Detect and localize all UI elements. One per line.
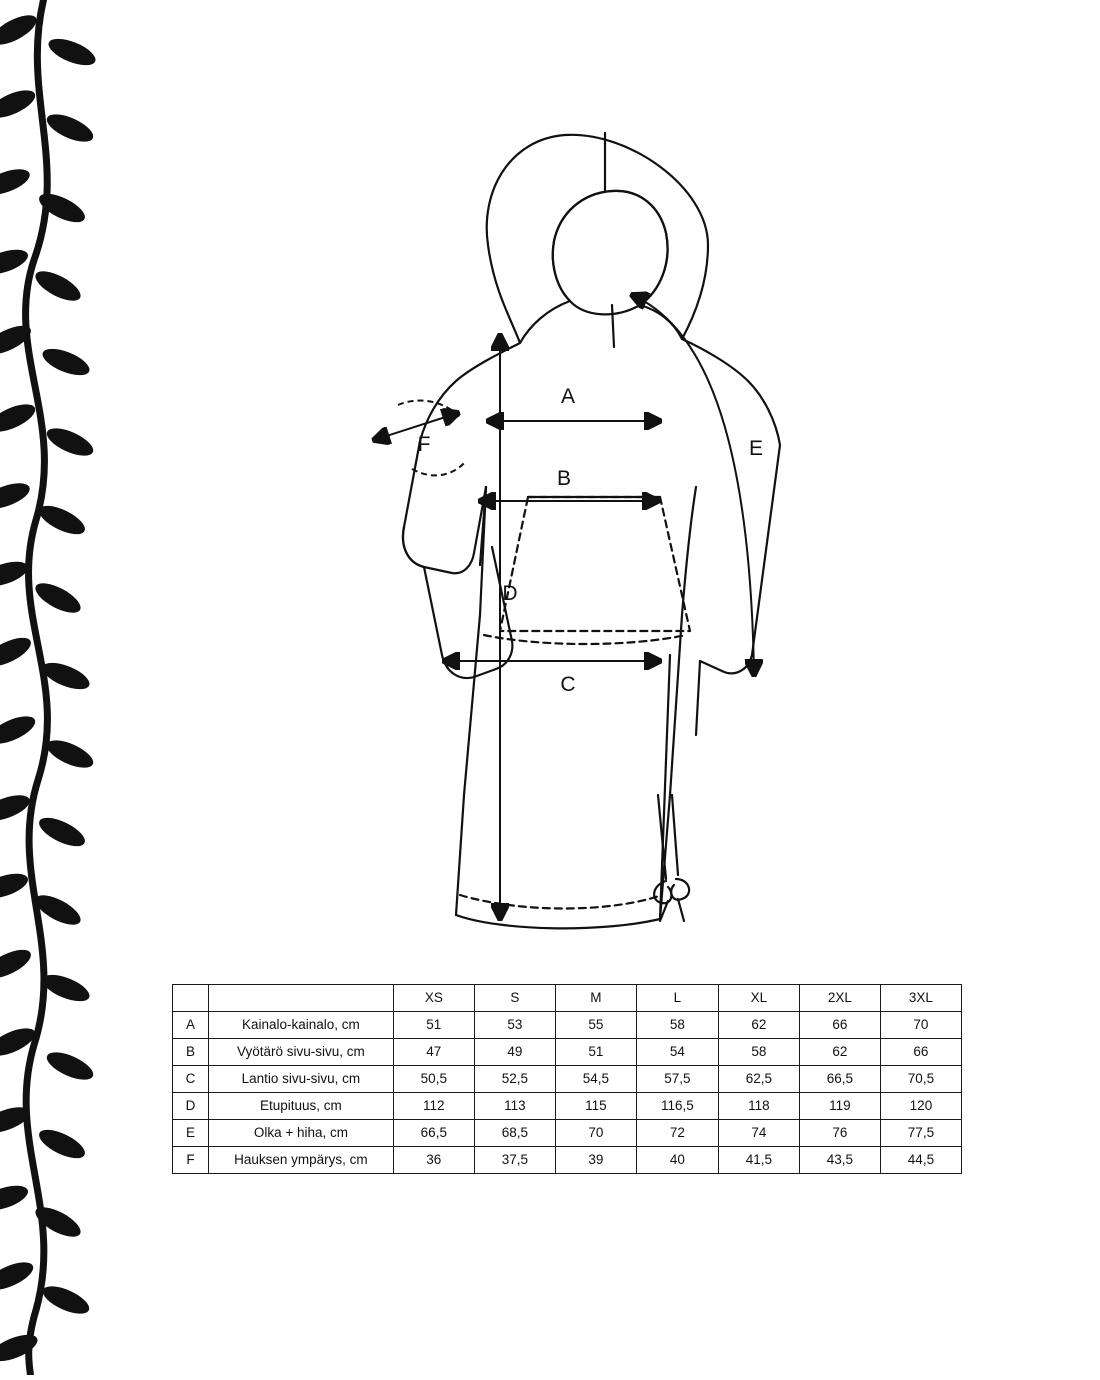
measure-label-D: D bbox=[502, 582, 518, 605]
table-row bbox=[173, 1012, 962, 1039]
row-measurement-name: Hauksen ympärys, cm bbox=[208, 1147, 393, 1174]
row-measurement-name: Lantio sivu-sivu, cm bbox=[208, 1066, 393, 1093]
cell-l: 40 bbox=[636, 1147, 718, 1174]
cell-l: 58 bbox=[636, 1012, 718, 1039]
row-letter: C bbox=[173, 1066, 209, 1093]
garment-technical-drawing bbox=[360, 95, 790, 955]
cell-xs: 66,5 bbox=[393, 1120, 474, 1147]
cell-2xl: 66,5 bbox=[799, 1066, 880, 1093]
row-letter: D bbox=[173, 1093, 209, 1120]
header-measurement-name bbox=[208, 985, 393, 1012]
cell-xl: 118 bbox=[718, 1093, 799, 1120]
cell-s: 49 bbox=[474, 1039, 555, 1066]
row-measurement-name: Kainalo-kainalo, cm bbox=[208, 1012, 393, 1039]
cell-m: 55 bbox=[555, 1012, 636, 1039]
measure-label-E: E bbox=[748, 437, 764, 460]
cell-m: 54,5 bbox=[555, 1066, 636, 1093]
row-letter: F bbox=[173, 1147, 209, 1174]
cell-xl: 58 bbox=[718, 1039, 799, 1066]
cell-2xl: 119 bbox=[799, 1093, 880, 1120]
cell-m: 115 bbox=[555, 1093, 636, 1120]
size-table bbox=[172, 984, 962, 1174]
table-row bbox=[173, 1093, 962, 1120]
cell-3xl: 77,5 bbox=[880, 1120, 961, 1147]
cell-s: 113 bbox=[474, 1093, 555, 1120]
table-row bbox=[173, 1147, 962, 1174]
row-letter: B bbox=[173, 1039, 209, 1066]
header-size-m: M bbox=[555, 985, 636, 1012]
table-header-row bbox=[173, 985, 962, 1012]
cell-l: 72 bbox=[636, 1120, 718, 1147]
cell-xs: 51 bbox=[393, 1012, 474, 1039]
cell-l: 54 bbox=[636, 1039, 718, 1066]
cell-xl: 74 bbox=[718, 1120, 799, 1147]
header-size-2xl: 2XL bbox=[799, 985, 880, 1012]
cell-xl: 62 bbox=[718, 1012, 799, 1039]
cell-3xl: 44,5 bbox=[880, 1147, 961, 1174]
cell-xs: 50,5 bbox=[393, 1066, 474, 1093]
row-measurement-name: Olka + hiha, cm bbox=[208, 1120, 393, 1147]
cell-s: 68,5 bbox=[474, 1120, 555, 1147]
cell-3xl: 70 bbox=[880, 1012, 961, 1039]
size-table-body bbox=[173, 1012, 962, 1174]
table-row bbox=[173, 1039, 962, 1066]
cell-xs: 47 bbox=[393, 1039, 474, 1066]
row-measurement-name: Etupituus, cm bbox=[208, 1093, 393, 1120]
header-size-xl: XL bbox=[718, 985, 799, 1012]
table-row bbox=[173, 1120, 962, 1147]
cell-m: 39 bbox=[555, 1147, 636, 1174]
header-letter bbox=[173, 985, 209, 1012]
size-table-head bbox=[173, 985, 962, 1012]
cell-2xl: 62 bbox=[799, 1039, 880, 1066]
cell-2xl: 76 bbox=[799, 1120, 880, 1147]
header-size-s: S bbox=[474, 985, 555, 1012]
cell-xs: 112 bbox=[393, 1093, 474, 1120]
cell-m: 70 bbox=[555, 1120, 636, 1147]
cell-s: 53 bbox=[474, 1012, 555, 1039]
cell-2xl: 66 bbox=[799, 1012, 880, 1039]
cell-3xl: 70,5 bbox=[880, 1066, 961, 1093]
cell-m: 51 bbox=[555, 1039, 636, 1066]
cell-l: 57,5 bbox=[636, 1066, 718, 1093]
cell-3xl: 66 bbox=[880, 1039, 961, 1066]
cell-xl: 41,5 bbox=[718, 1147, 799, 1174]
cell-s: 37,5 bbox=[474, 1147, 555, 1174]
row-measurement-name: Vyötärö sivu-sivu, cm bbox=[208, 1039, 393, 1066]
measure-label-B: B bbox=[556, 467, 572, 490]
cell-2xl: 43,5 bbox=[799, 1147, 880, 1174]
row-letter: E bbox=[173, 1120, 209, 1147]
row-letter: A bbox=[173, 1012, 209, 1039]
header-size-l: L bbox=[636, 985, 718, 1012]
cell-s: 52,5 bbox=[474, 1066, 555, 1093]
header-size-xs: XS bbox=[393, 985, 474, 1012]
header-size-3xl: 3XL bbox=[880, 985, 961, 1012]
cell-l: 116,5 bbox=[636, 1093, 718, 1120]
cell-3xl: 120 bbox=[880, 1093, 961, 1120]
table-row bbox=[173, 1066, 962, 1093]
cell-xl: 62,5 bbox=[718, 1066, 799, 1093]
size-chart bbox=[172, 984, 962, 1174]
leafy-vine-decoration bbox=[0, 0, 150, 1375]
measure-label-F: F bbox=[417, 433, 431, 456]
cell-xs: 36 bbox=[393, 1147, 474, 1174]
measure-label-A: A bbox=[560, 385, 576, 408]
measure-label-C: C bbox=[560, 673, 576, 696]
